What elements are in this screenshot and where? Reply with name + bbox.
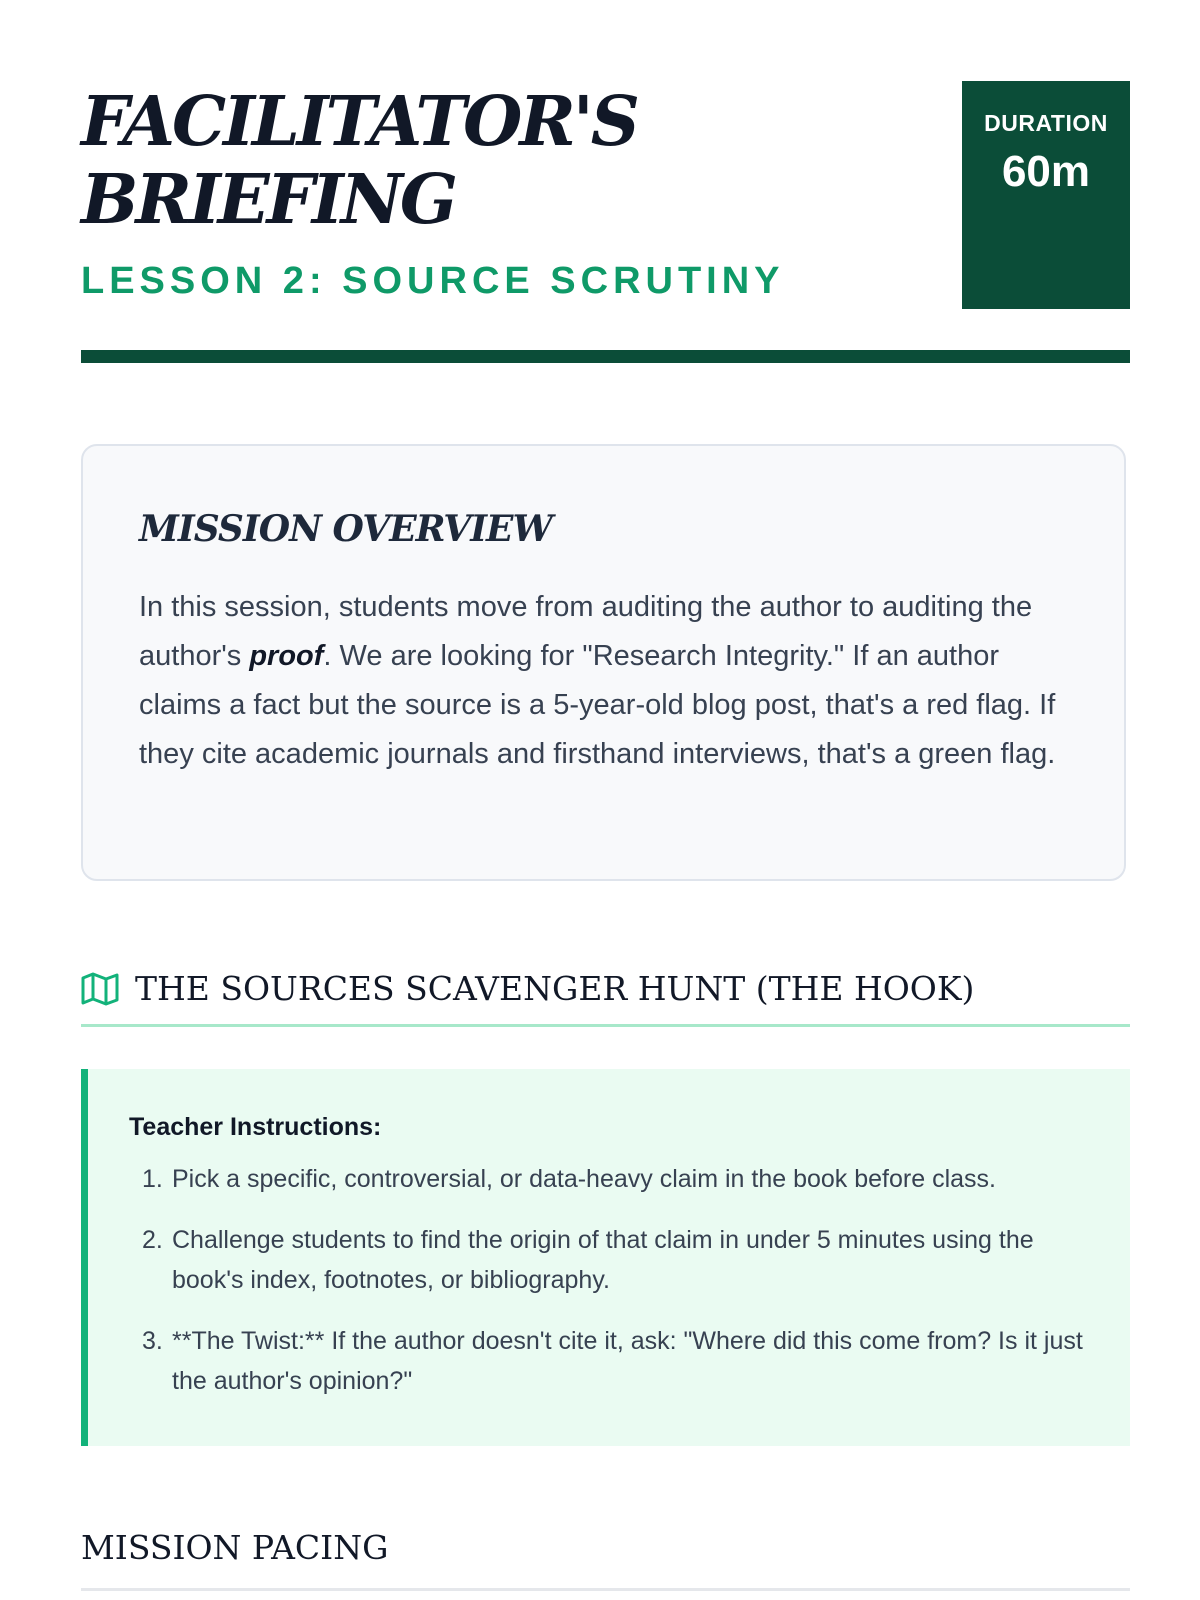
list-item-number: 3. — [142, 1327, 163, 1355]
briefing-header — [81, 0, 1130, 365]
map-icon — [81, 972, 119, 1006]
duration-badge — [962, 81, 1130, 309]
mission-pacing-title: MISSION PACING — [81, 1528, 389, 1567]
duration-label: DURATION — [984, 110, 1108, 136]
overview-emphasis-proof: proof — [249, 640, 324, 672]
hook-section-title: THE SOURCES SCAVENGER HUNT (THE HOOK) — [135, 969, 975, 1008]
hook-section-header — [81, 966, 1130, 1026]
hook-section-divider — [81, 1024, 1130, 1027]
teacher-instructions-title: Teacher Instructions: — [129, 1113, 382, 1141]
mission-pacing-divider — [81, 1588, 1130, 1591]
overview-text-part-2: . We are looking for "Research Integrity." If an author claims a fact but the source is a 5-year-old blog post, that's a red flag. If they cite academic journals and firsthand interviews, that's a green flag. — [139, 640, 1056, 770]
list-item-text: **The Twist:** If the author doesn't cite it, ask: "Where did this come from? Is it just the author's opinion?" — [172, 1327, 1083, 1395]
list-item — [142, 1159, 1092, 1199]
overview-text-part-1: In this session, students move from auditing the author to auditing the author's — [139, 591, 1033, 672]
briefing-page — [81, 0, 1130, 1567]
list-item-number: 1. — [142, 1165, 163, 1193]
mission-overview-title: MISSION OVERVIEW — [139, 508, 552, 550]
page-title-line-2: BRIEFING — [81, 160, 455, 240]
duration-value: 60m — [1001, 147, 1091, 196]
mission-overview-text — [139, 583, 1079, 779]
header-divider — [81, 350, 1130, 363]
teacher-instructions-box — [81, 1069, 1130, 1446]
teacher-instructions-list — [142, 1159, 1092, 1422]
list-item-number: 2. — [142, 1226, 163, 1254]
list-item-text: Challenge students to find the origin of that claim in under 5 minutes using the book's index, footnotes, or bibliography. — [172, 1226, 1034, 1294]
page-title-line-1: FACILITATOR'S — [81, 82, 637, 162]
list-item — [142, 1220, 1092, 1300]
list-item — [142, 1321, 1092, 1401]
lesson-subtitle: LESSON 2: SOURCE SCRUTINY — [81, 260, 785, 302]
mission-overview-card — [81, 444, 1126, 881]
list-item-text: Pick a specific, controversial, or data-heavy claim in the book before class. — [172, 1165, 996, 1193]
